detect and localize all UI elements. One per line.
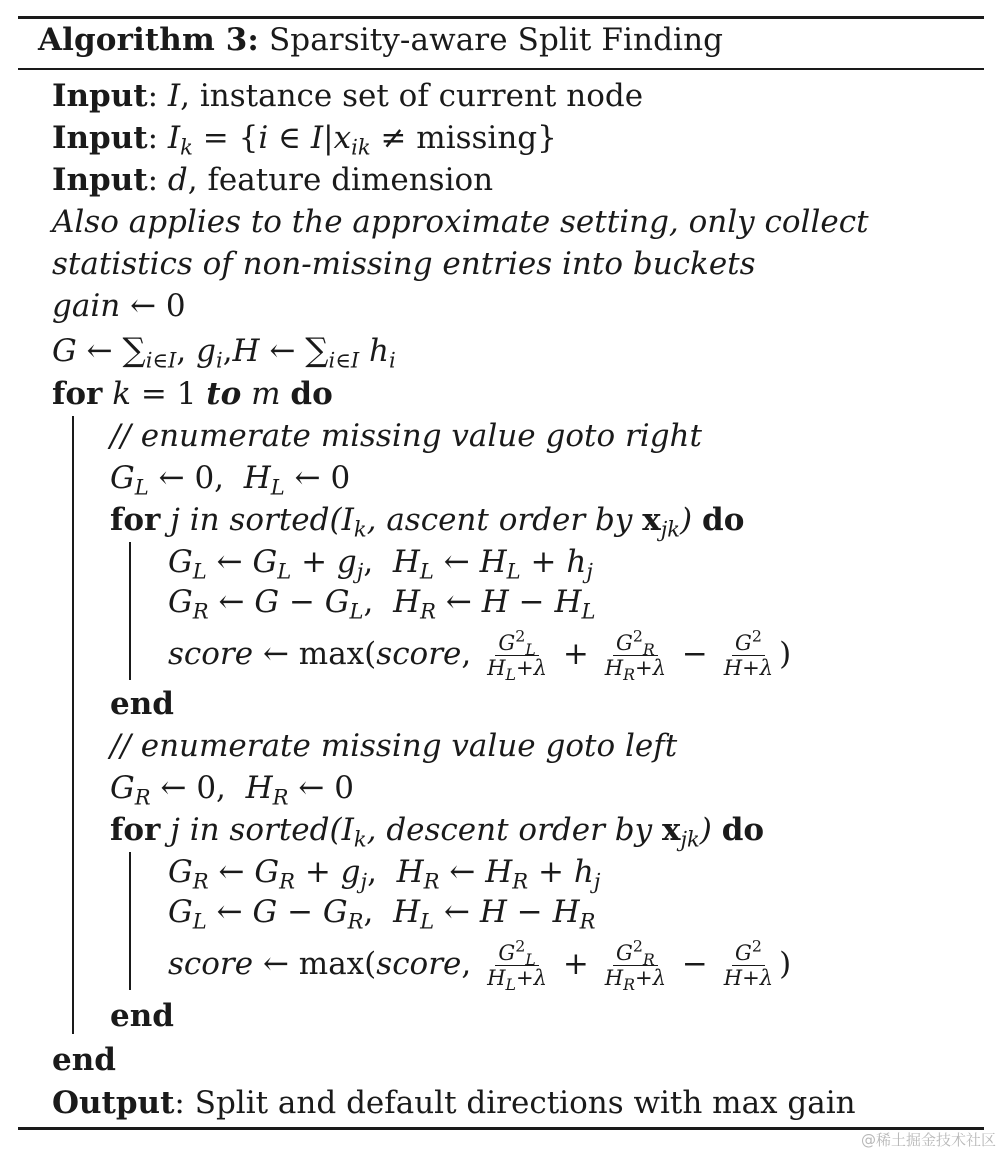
gain-var: gain [52, 288, 121, 324]
reset-right-stats: $G_R$ ← 0, $H_R$ ← 0 [110, 770, 354, 810]
sorted-pre: in sorted( [189, 812, 342, 848]
outer-loop-bar [72, 416, 74, 1034]
comment-goto-left: // enumerate missing value goto left [110, 728, 678, 764]
bottom-rule [18, 1127, 984, 1130]
do-keyword: do [290, 376, 333, 412]
sorted-pre: in sorted( [189, 502, 342, 538]
outer-for: for k = 1 to m do [52, 376, 333, 412]
missing-word: missing [416, 120, 538, 156]
inner-for-descent: for j in $sorted(I_k$, descent order by $x_{jk}$) do [110, 812, 765, 852]
reset-left-stats: $G_L$ ← 0, $H_L$ ← 0 [110, 460, 351, 500]
watermark: @稀土掘金技术社区 [860, 1131, 996, 1149]
output-line [52, 1083, 856, 1123]
note-line-1: Also applies to the approximate setting, only collect [52, 204, 869, 240]
input-keyword: Input [52, 162, 148, 198]
gain-init: gain ← 0 [52, 288, 186, 324]
max-fn: max [298, 946, 365, 983]
inner-loop-bar-1 [129, 542, 131, 680]
score-update-2: score ← max(score, $\frac{G^2_L}{H_L+\lambda}$ + $\frac{G^2_R}{H_R+\lambda}$ − $\frac{G^2}{H+\lambda}$ ) [168, 936, 792, 995]
algorithm-label: Algorithm 3: [38, 22, 259, 58]
do-keyword: do [721, 812, 765, 848]
output-keyword: Output [52, 1085, 175, 1121]
algorithm-name: Sparsity-aware Split Finding [268, 22, 724, 58]
ascent-order: , ascent order by [366, 502, 643, 538]
score-var: score [376, 946, 462, 983]
for-keyword: for [110, 812, 161, 848]
to-keyword: to [206, 376, 242, 412]
end-inner-1: end [110, 686, 174, 722]
input-line-3: Input: d, feature dimension [52, 162, 494, 198]
for-keyword: for [110, 502, 161, 538]
score-var: score [168, 636, 254, 673]
sums-init: G ← $\sum_{i\in I}$, $g_i,H$ ← $\sum_{i\in I}$ $h_i$ [52, 331, 396, 373]
input-line-1: Input: I, instance set of current node [52, 78, 644, 114]
top-rule [18, 16, 984, 19]
update-right-stats: $G_R$ ← $G_R + g_j$, $H_R$ ← $H_R + h_j$ [168, 854, 601, 894]
end-inner-2: end [110, 998, 174, 1034]
input-3-description: , feature dimension [187, 162, 494, 198]
algorithm-title [38, 22, 723, 58]
update-left-stats: $G_L$ ← $G_L + g_j$, $H_L$ ← $H_L + h_j$ [168, 544, 593, 584]
for-keyword: for [52, 376, 103, 412]
inner-loop-bar-2 [129, 852, 131, 990]
score-var: score [168, 946, 254, 983]
header-rule [18, 68, 984, 70]
comment-goto-right: // enumerate missing value goto right [110, 418, 702, 454]
compute-left-stats: $G_L$ ← $G - G_R$, $H_L$ ← $H - H_R$ [168, 894, 596, 934]
compute-right-stats: $G_R$ ← $G - G_L$, $H_R$ ← $H - H_L$ [168, 584, 596, 624]
output-description: : Split and default directions with max gain [174, 1085, 856, 1121]
score-var: score [376, 636, 462, 673]
note-line-2: statistics of non-missing entries into buckets [52, 246, 756, 282]
input-1-description: , instance set of current node [180, 78, 644, 114]
descent-order: , descent order by [366, 812, 662, 848]
max-fn: max [298, 636, 365, 673]
input-keyword: Input [52, 78, 148, 114]
input-line-2: Input: $I_k = \{i$ ∈ $I|x_{ik} \ne missing$} [52, 120, 557, 160]
do-keyword: do [702, 502, 745, 538]
input-keyword: Input [52, 120, 148, 156]
score-update-1: score ← max(score, $\frac{G^2_L}{H_L+\lambda}$ + $\frac{G^2_R}{H_R+\lambda}$ − $\frac{G^2}{H+\lambda}$ ) [168, 626, 792, 685]
inner-for-ascent: for j in $sorted(I_k$, ascent order by $x_{jk}$) do [110, 502, 745, 542]
end-outer: end [52, 1042, 116, 1078]
